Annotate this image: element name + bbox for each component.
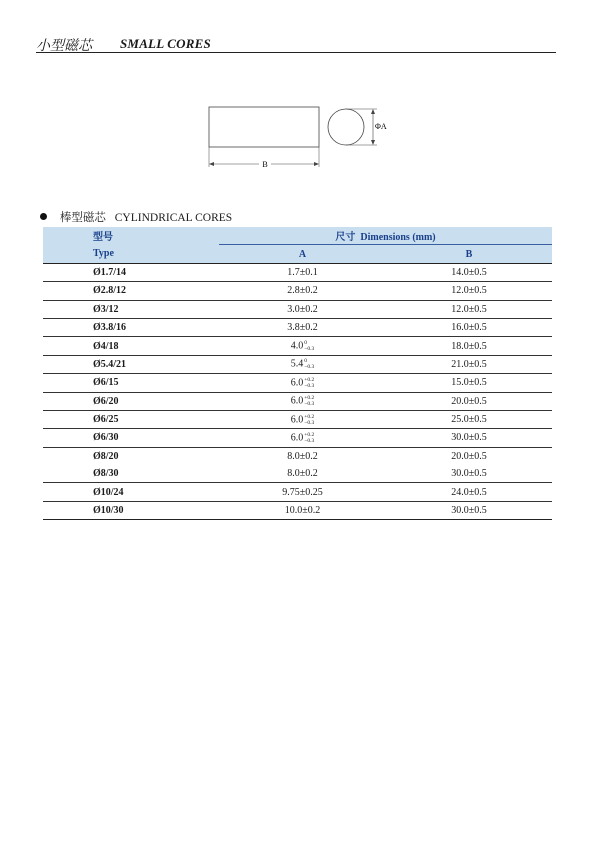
cell-a-tolerance (304, 340, 314, 352)
cell-a (219, 429, 386, 447)
table-subheader-row (43, 245, 552, 263)
cell-type: Ø3.8/16 (43, 318, 219, 336)
cell-b: 24.0±0.5 (386, 483, 552, 501)
cell-type: Ø8/30 (43, 465, 219, 483)
cell-a-value: 1.7±0.1 (287, 266, 318, 278)
rod-end-view (328, 109, 364, 145)
cell-a-value: 5.4 (290, 358, 304, 370)
header-dimensions (219, 227, 552, 245)
header-title-cn: 小型磁芯 (36, 39, 92, 54)
cell-a-value: 9.75±0.25 (282, 486, 323, 498)
tolerance-lower: −0.3 (304, 346, 315, 353)
section-title-cn: 棒型磁芯 (59, 212, 106, 224)
cell-type: Ø6/30 (43, 429, 219, 447)
table-row (43, 355, 552, 373)
tolerance-upper: 0 (304, 340, 307, 347)
table-row (43, 483, 552, 501)
cell-a (219, 337, 386, 355)
header-dimensions-en: Dimensions (mm) (360, 232, 436, 244)
cell-a-tolerance (304, 414, 314, 426)
table-row (43, 282, 552, 300)
cell-a (219, 392, 386, 410)
cell-a-value: 2.8±0.2 (287, 285, 318, 297)
cell-b: 15.0±0.5 (386, 374, 552, 392)
cell-a (219, 282, 386, 300)
bullet-icon (40, 213, 47, 220)
cell-a-value: 6.0 (290, 432, 304, 444)
dimension-b-label: B (262, 160, 268, 169)
cell-b: 18.0±0.5 (386, 337, 552, 355)
cell-a-tolerance (304, 358, 314, 370)
cell-a-value: 8.0±0.2 (287, 450, 318, 462)
cell-a-value: 6.0 (290, 395, 304, 407)
cell-type: Ø2.8/12 (43, 282, 219, 300)
table-row (43, 447, 552, 465)
cell-a (219, 483, 386, 501)
core-dimension-drawing (205, 100, 395, 172)
cell-b: 16.0±0.5 (386, 318, 552, 336)
table-row (43, 410, 552, 428)
table-row (43, 318, 552, 336)
cell-b: 20.0±0.5 (386, 392, 552, 410)
tolerance-lower: −0.3 (304, 401, 315, 408)
cell-type: Ø6/25 (43, 410, 219, 428)
cell-b: 14.0±0.5 (386, 263, 552, 281)
cell-a (219, 465, 386, 483)
cell-a (219, 410, 386, 428)
table-body (43, 263, 552, 519)
table-row (43, 392, 552, 410)
tolerance-upper: +0.2 (304, 413, 315, 420)
cell-a (219, 447, 386, 465)
cell-a-value: 4.0 (290, 340, 304, 352)
cell-type: Ø1.7/14 (43, 263, 219, 281)
tolerance-upper: 0 (304, 358, 307, 365)
cell-a-value: 10.0±0.2 (284, 505, 321, 517)
cell-a (219, 355, 386, 373)
cell-b: 21.0±0.5 (386, 355, 552, 373)
tolerance-lower: −0.3 (304, 437, 315, 444)
section-title-en: CYLINDRICAL CORES (114, 212, 233, 224)
table-row (43, 429, 552, 447)
cell-a-tolerance (304, 377, 314, 389)
tolerance-lower: −0.3 (304, 364, 315, 371)
cell-b: 12.0±0.5 (386, 282, 552, 300)
header-type-en: Type (43, 245, 219, 263)
table-row (43, 374, 552, 392)
cell-b: 12.0±0.5 (386, 300, 552, 318)
table-row (43, 465, 552, 483)
cell-a (219, 501, 386, 519)
cell-a-value: 6.0 (290, 377, 304, 389)
header-col-b: B (386, 245, 552, 263)
cell-type: Ø8/20 (93, 450, 119, 462)
cell-type: Ø10/30 (43, 501, 219, 519)
cell-type: Ø5.4/21 (43, 355, 219, 373)
cell-type: Ø10/24 (43, 483, 219, 501)
cell-a-value: 8.0±0.2 (287, 468, 318, 480)
cell-a-value: 3.8±0.2 (287, 322, 318, 334)
cylindrical-cores-table (43, 227, 552, 520)
tolerance-lower: −0.3 (304, 419, 315, 426)
cell-b: 30.0±0.5 (386, 465, 552, 483)
tolerance-lower: −0.3 (304, 382, 315, 389)
table-row (43, 501, 552, 519)
table-row (43, 300, 552, 318)
cell-a (219, 263, 386, 281)
cell-b: 25.0±0.5 (386, 410, 552, 428)
tolerance-upper: +0.2 (304, 431, 315, 438)
cell-type: Ø3/12 (43, 300, 219, 318)
cell-b: 30.0±0.5 (386, 429, 552, 447)
header-dimensions-cn: 尺寸 (335, 232, 356, 244)
cell-a (219, 374, 386, 392)
tolerance-upper: +0.2 (304, 376, 315, 383)
rod-side-view (209, 107, 319, 147)
cell-a (219, 300, 386, 318)
cell-type: Ø6/15 (43, 374, 219, 392)
dimension-a-label: ΦA (375, 122, 387, 131)
page-header (36, 35, 556, 53)
cell-a-value: 6.0 (290, 413, 304, 425)
header-type-cn: 型号 (43, 227, 219, 245)
cell-type: Ø6/20 (43, 392, 219, 410)
table-row (43, 263, 552, 281)
header-col-a: A (219, 245, 386, 263)
cell-b: 30.0±0.5 (386, 501, 552, 519)
section-heading (40, 209, 232, 225)
cell-a-tolerance (304, 395, 314, 407)
table-row (43, 337, 552, 355)
cell-type: Ø4/18 (43, 337, 219, 355)
cell-b: 20.0±0.5 (451, 450, 487, 462)
header-title-en: SMALL CORES (120, 36, 211, 51)
cell-a-tolerance (304, 432, 314, 444)
tolerance-upper: +0.2 (304, 395, 315, 402)
cell-a (219, 318, 386, 336)
table-header-row (43, 227, 552, 245)
cell-a-value: 3.0±0.2 (287, 303, 318, 315)
